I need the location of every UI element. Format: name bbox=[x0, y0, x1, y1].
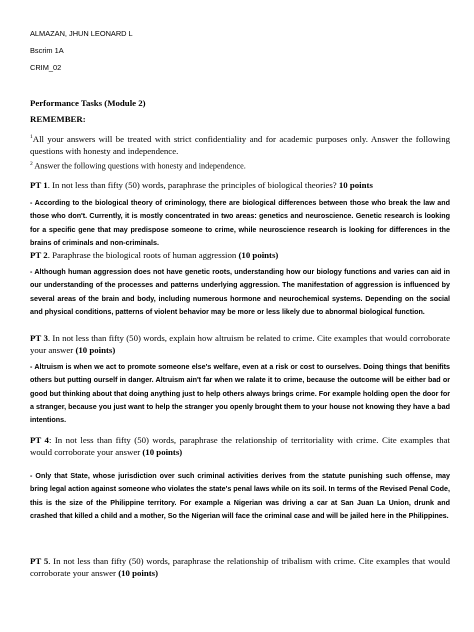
note-2-text: Answer the following questions with honesty and independence. bbox=[32, 161, 246, 171]
pt2-label: PT 2 bbox=[30, 250, 48, 260]
remember-heading: REMEMBER: bbox=[30, 114, 86, 124]
student-name: ALMAZAN, JHUN LEONARD L bbox=[30, 29, 133, 38]
pt2-answer: - Although human aggression does not have genetic roots, understanding how our biology functions and varies can aid in our understanding of the processes and patterns underlying aggression. The manifestation of aggression is influenced by several areas of the brain and body, including numerous hormone and neurochemical systems. Depending on the social and physical conditions, patterns of violent behavior may be more or less likely due to abnormal biological function. bbox=[30, 268, 450, 316]
note-2-number: 2 bbox=[30, 161, 33, 167]
pt1-points: 10 points bbox=[338, 180, 373, 190]
note-2 bbox=[30, 161, 246, 171]
pt4-points: (10 points) bbox=[142, 447, 183, 457]
student-section: Bscrim 1A bbox=[30, 46, 64, 55]
pt4-question-text: : In not less than fifty (50) words, paraphrase the relationship of territoriality with crime. Cite examples that would corroborate your answer bbox=[30, 435, 450, 457]
pt3-question-text: . In not less than fifty (50) words, explain how altruism be related to crime. Cite examples that would corroborate your answer bbox=[30, 333, 450, 355]
pt1-question bbox=[30, 180, 373, 190]
course-code: CRIM_02 bbox=[30, 63, 62, 72]
pt3-answer: - Altruism is when we act to promote someone else's welfare, even at a risk or cost to ourselves. Doing things that benifits others but putting ourself in danger. Altruism ain't far when we ralate it to crime, because the outcome will be either bad or good but thinking about that doing anything just to help others always brings crime. For example holding open the door for a stranger, because you just want to help the stranger you openly brought them to your house not knowing they have a bad intentions. bbox=[30, 363, 450, 425]
pt3-question bbox=[30, 332, 450, 356]
pt2-points: (10 points) bbox=[238, 250, 279, 260]
pt3-label: PT 3 bbox=[30, 333, 48, 343]
pt1-answer: - According to the biological theory of criminology, there are biological differences between those who break the law and those who don't. Currently, it is mostly concentrated in two areas: genetics and neuroscience. Genetic research is looking for a specific gene that may predispose someone to crime, while neuroscience research is looking for differences in the brains of criminals and non-criminals. bbox=[30, 199, 450, 247]
pt5-question-text: . In not less than fifty (50) words, paraphrase the relationship of tribalism with crime. Cite examples that would corroborate your answer bbox=[30, 556, 450, 578]
pt1-question-text: . In not less than fifty (50) words, paraphrase the principles of biological theories? bbox=[47, 180, 337, 190]
pt4-question bbox=[30, 434, 450, 458]
pt3-points: (10 points) bbox=[75, 345, 116, 355]
pt4-answer: - Only that State, whose jurisdiction over such criminal activities derives from the statute punishing such offense, may bring legal action against someone who violates the state's penal laws while on its soil. In terms of the Revised Penal Code, this is the size of the Philippine territory. For example a Nigerian was driving a car at San Juan La Union, drunk and crashed that killed a child and a mother, So the Nigerian will face the criminal case and will be jailed here in the Philippines. bbox=[30, 472, 450, 520]
pt2-question bbox=[30, 250, 278, 260]
page-title: Performance Tasks (Module 2) bbox=[30, 98, 146, 108]
note-1-number: 1 bbox=[30, 134, 33, 140]
note-1 bbox=[30, 131, 450, 157]
pt1-label: PT 1 bbox=[30, 180, 48, 190]
pt5-question bbox=[30, 555, 450, 579]
note-1-text: All your answers will be treated with strict confidentiality and for academic purposes only. Answer the following questions with honesty and independence. bbox=[30, 133, 450, 156]
pt2-question-text: . Paraphrase the biological roots of human aggression bbox=[47, 250, 237, 260]
pt4-label: PT 4 bbox=[30, 435, 49, 445]
pt5-points: (10 points) bbox=[118, 568, 159, 578]
pt5-label: PT 5 bbox=[30, 556, 49, 566]
